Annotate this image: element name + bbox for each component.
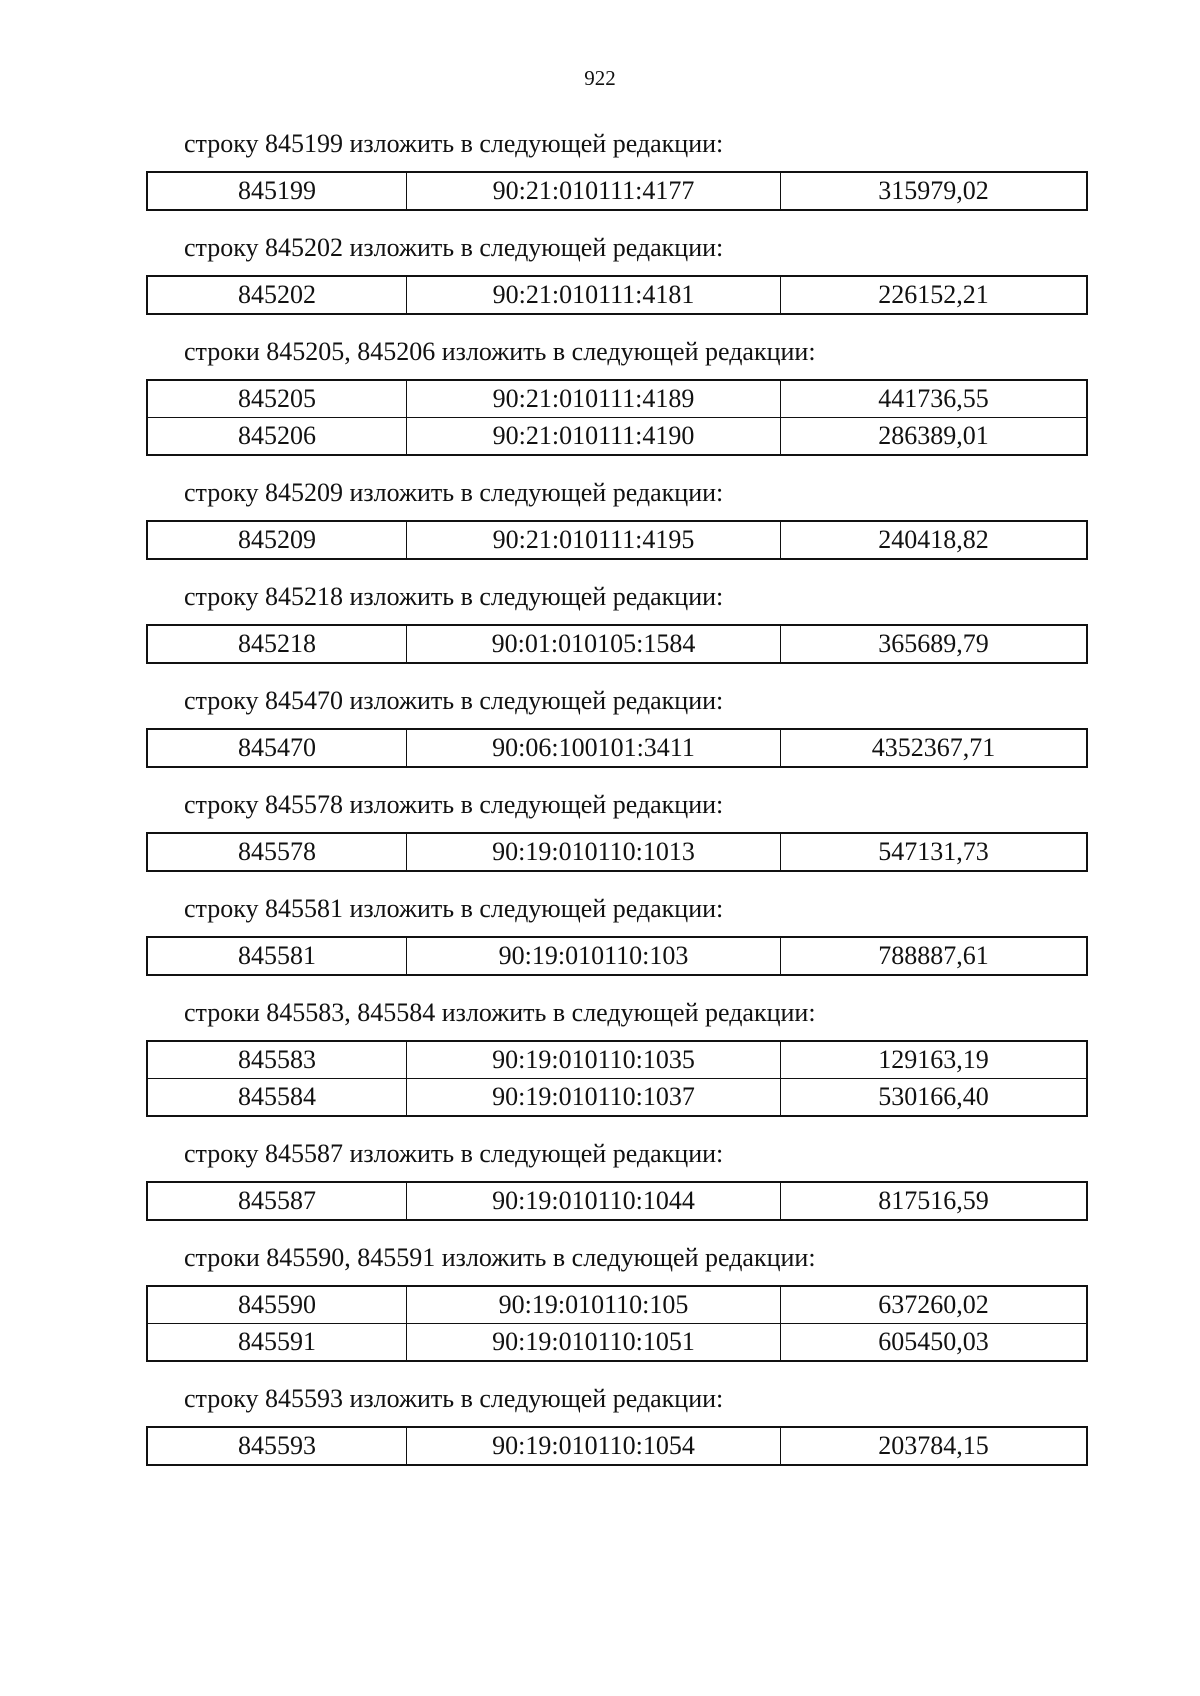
row-number-cell: 845581	[147, 937, 407, 975]
cadastral-number-cell: 90:19:010110:105	[407, 1286, 781, 1324]
amendment-section	[146, 230, 1088, 315]
amendment-table	[146, 936, 1088, 976]
cadastral-value-cell: 315979,02	[781, 172, 1088, 210]
amendment-instruction: строку 845593 изложить в следующей редакции:	[184, 1384, 724, 1413]
amendment-table	[146, 832, 1088, 872]
row-number-cell: 845202	[147, 276, 407, 314]
amendment-instruction: строку 845578 изложить в следующей редакции:	[184, 790, 724, 819]
amendment-section	[146, 1136, 1088, 1221]
amendment-table	[146, 1040, 1088, 1117]
table-row	[147, 172, 1087, 210]
amendment-table	[146, 728, 1088, 768]
row-number-cell: 845584	[147, 1079, 407, 1117]
cadastral-value-cell: 605450,03	[781, 1324, 1088, 1362]
cadastral-value-cell: 530166,40	[781, 1079, 1088, 1117]
cadastral-value-cell: 203784,15	[781, 1427, 1088, 1465]
amendment-instruction: строки 845590, 845591 изложить в следующей редакции:	[184, 1243, 816, 1272]
amendment-table	[146, 1181, 1088, 1221]
cadastral-number-cell: 90:21:010111:4190	[407, 418, 781, 456]
cadastral-value-cell: 817516,59	[781, 1182, 1088, 1220]
row-number-cell: 845578	[147, 833, 407, 871]
amendment-instruction: строку 845209 изложить в следующей редакции:	[184, 478, 724, 507]
amendment-table	[146, 1285, 1088, 1362]
amendment-instruction: строку 845587 изложить в следующей редакции:	[184, 1139, 724, 1168]
amendment-instruction: строки 845583, 845584 изложить в следующей редакции:	[184, 998, 816, 1027]
table-row	[147, 418, 1087, 456]
cadastral-number-cell: 90:21:010111:4181	[407, 276, 781, 314]
cadastral-number-cell: 90:21:010111:4189	[407, 380, 781, 418]
row-number-cell: 845206	[147, 418, 407, 456]
document-body	[146, 126, 1088, 1485]
amendment-instruction: строку 845218 изложить в следующей редакции:	[184, 582, 724, 611]
table-row	[147, 1182, 1087, 1220]
amendment-table	[146, 624, 1088, 664]
cadastral-value-cell: 788887,61	[781, 937, 1088, 975]
row-number-cell: 845218	[147, 625, 407, 663]
table-row	[147, 625, 1087, 663]
amendment-section	[146, 579, 1088, 664]
table-row	[147, 521, 1087, 559]
cadastral-value-cell: 441736,55	[781, 380, 1088, 418]
cadastral-value-cell: 637260,02	[781, 1286, 1088, 1324]
amendment-section	[146, 1240, 1088, 1362]
row-number-cell: 845593	[147, 1427, 407, 1465]
cadastral-value-cell: 226152,21	[781, 276, 1088, 314]
cadastral-value-cell: 4352367,71	[781, 729, 1088, 767]
cadastral-value-cell: 365689,79	[781, 625, 1088, 663]
amendment-table	[146, 171, 1088, 211]
table-row	[147, 1427, 1087, 1465]
amendment-section	[146, 1381, 1088, 1466]
cadastral-number-cell: 90:01:010105:1584	[407, 625, 781, 663]
amendment-section	[146, 891, 1088, 976]
amendment-section	[146, 126, 1088, 211]
amendment-section	[146, 683, 1088, 768]
row-number-cell: 845199	[147, 172, 407, 210]
cadastral-value-cell: 286389,01	[781, 418, 1088, 456]
row-number-cell: 845470	[147, 729, 407, 767]
amendment-section	[146, 787, 1088, 872]
cadastral-value-cell: 129163,19	[781, 1041, 1088, 1079]
cadastral-number-cell: 90:19:010110:1054	[407, 1427, 781, 1465]
row-number-cell: 845583	[147, 1041, 407, 1079]
cadastral-number-cell: 90:19:010110:1044	[407, 1182, 781, 1220]
amendment-table	[146, 520, 1088, 560]
cadastral-number-cell: 90:19:010110:1035	[407, 1041, 781, 1079]
cadastral-number-cell: 90:21:010111:4195	[407, 521, 781, 559]
amendment-table	[146, 379, 1088, 456]
amendment-instruction: строку 845199 изложить в следующей редакции:	[184, 129, 724, 158]
table-row	[147, 729, 1087, 767]
row-number-cell: 845590	[147, 1286, 407, 1324]
cadastral-value-cell: 240418,82	[781, 521, 1088, 559]
table-row	[147, 1079, 1087, 1117]
amendment-instruction: строку 845470 изложить в следующей редакции:	[184, 686, 724, 715]
cadastral-number-cell: 90:19:010110:1013	[407, 833, 781, 871]
cadastral-number-cell: 90:19:010110:103	[407, 937, 781, 975]
amendment-section	[146, 475, 1088, 560]
row-number-cell: 845591	[147, 1324, 407, 1362]
amendment-instruction: строку 845581 изложить в следующей редакции:	[184, 894, 724, 923]
amendment-table	[146, 275, 1088, 315]
row-number-cell: 845587	[147, 1182, 407, 1220]
table-row	[147, 937, 1087, 975]
cadastral-number-cell: 90:21:010111:4177	[407, 172, 781, 210]
table-row	[147, 276, 1087, 314]
cadastral-number-cell: 90:06:100101:3411	[407, 729, 781, 767]
table-row	[147, 833, 1087, 871]
table-row	[147, 380, 1087, 418]
row-number-cell: 845205	[147, 380, 407, 418]
amendment-instruction: строки 845205, 845206 изложить в следующей редакции:	[184, 337, 816, 366]
page-number: 922	[584, 66, 616, 90]
cadastral-number-cell: 90:19:010110:1037	[407, 1079, 781, 1117]
table-row	[147, 1324, 1087, 1362]
amendment-instruction: строку 845202 изложить в следующей редакции:	[184, 233, 724, 262]
cadastral-value-cell: 547131,73	[781, 833, 1088, 871]
amendment-table	[146, 1426, 1088, 1466]
amendment-section	[146, 334, 1088, 456]
row-number-cell: 845209	[147, 521, 407, 559]
table-row	[147, 1041, 1087, 1079]
amendment-section	[146, 995, 1088, 1117]
table-row	[147, 1286, 1087, 1324]
cadastral-number-cell: 90:19:010110:1051	[407, 1324, 781, 1362]
